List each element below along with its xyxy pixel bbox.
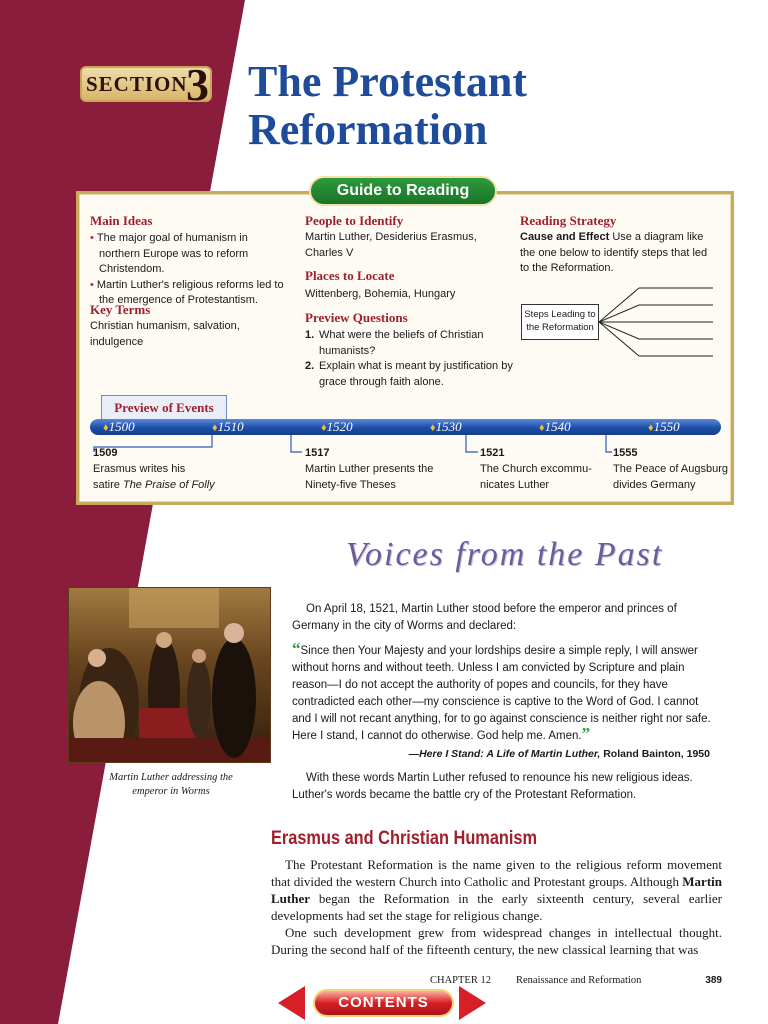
guide-to-reading-tab: Guide to Reading bbox=[309, 176, 497, 206]
main-idea-item: • The major goal of humanism in northern Europe was to reform Christendom. bbox=[90, 231, 286, 278]
next-page-arrow-icon[interactable] bbox=[459, 986, 486, 1020]
question-text: What were the beliefs of Christian humanists? bbox=[319, 329, 484, 357]
event-year-1555: 1555 bbox=[613, 447, 638, 459]
preview-questions-list bbox=[305, 328, 519, 390]
quote-attribution: —Here I Stand: A Life of Martin Luther, Roland Bainton, 1950 bbox=[408, 748, 710, 760]
event-year-1517: 1517 bbox=[305, 447, 330, 459]
voices-intro: On April 18, 1521, Martin Luther stood before the emperor and princes of Germany in the city of Worms and declared: bbox=[292, 603, 677, 632]
event-text-1555: The Peace of Augsburg divides Germany bbox=[613, 463, 728, 491]
event-text-1521: The Church excommu- nicates Luther bbox=[480, 463, 592, 491]
main-ideas-list bbox=[90, 231, 286, 309]
page-number: 389 bbox=[705, 975, 722, 986]
section-label: SECTION bbox=[86, 72, 188, 96]
body-paragraph-1: The Protestant Reformation is the name given to the religious reform movement that divided the western Church into Catholic and Protestant groups. Although Martin Luther began the Reformation in the early sixteenth century, several earlier developments had set the stage for religious change. bbox=[271, 857, 722, 923]
steps-diagram-lines bbox=[599, 284, 719, 360]
timeline-bar bbox=[90, 419, 721, 435]
preview-of-events-tab: Preview of Events bbox=[101, 395, 227, 421]
strategy-instructions: Use a diagram like the one below to identify steps that led to the Reformation. bbox=[520, 231, 708, 274]
people-text: Martin Luther, Desiderius Erasmus, Charles V bbox=[305, 231, 477, 259]
main-ideas-heading: Main Ideas bbox=[90, 213, 153, 228]
body-paragraph-2: One such development grew from widespread changes in intellectual thought. During the second half of the fifteenth century, the new classical learning that was bbox=[271, 925, 722, 957]
footer-chapter-title: Renaissance and Reformation bbox=[516, 975, 642, 986]
preview-question-item bbox=[305, 359, 519, 390]
page-title: The Protestant Reformation bbox=[248, 57, 528, 154]
main-idea-item: • Martin Luther's religious reforms led to the emergence of Protestantism. bbox=[90, 278, 286, 309]
timeline-year-1520: ♦1520 bbox=[321, 419, 353, 434]
event-text-1517: Martin Luther presents the Ninety-five Theses bbox=[305, 463, 434, 491]
previous-page-arrow-icon[interactable] bbox=[278, 986, 305, 1020]
reading-strategy-text bbox=[520, 230, 718, 277]
question-text: Explain what is meant by justification by grace through faith alone. bbox=[319, 360, 513, 388]
key-terms-heading: Key Terms bbox=[90, 302, 151, 317]
voices-outro: With these words Martin Luther refused to renounce his new religious ideas. Luther's words became the battle cry of the Protestant Reformation. bbox=[292, 772, 693, 801]
open-quote-icon: “ bbox=[292, 639, 301, 658]
timeline-year-1540: ♦1540 bbox=[539, 419, 571, 434]
luther-at-worms-painting bbox=[68, 587, 271, 763]
places-text: Wittenberg, Bohemia, Hungary bbox=[305, 288, 456, 300]
voices-from-the-past-title: Voices from the Past bbox=[346, 536, 664, 573]
question-number: 2. bbox=[305, 360, 315, 372]
timeline-year-1530: ♦1530 bbox=[430, 419, 462, 434]
people-heading: People to Identify bbox=[305, 213, 404, 228]
strategy-label: Cause and Effect bbox=[520, 231, 610, 243]
contents-button[interactable]: CONTENTS bbox=[313, 989, 454, 1017]
places-heading: Places to Locate bbox=[305, 268, 395, 283]
preview-question-item bbox=[305, 328, 519, 359]
close-quote-icon: ” bbox=[581, 724, 591, 743]
question-number: 1. bbox=[305, 329, 315, 341]
event-text-1509: Erasmus writes his satire The Praise of Folly bbox=[93, 463, 215, 491]
section-heading-erasmus: Erasmus and Christian Humanism bbox=[271, 828, 538, 849]
section-badge bbox=[80, 59, 220, 110]
reading-strategy-heading: Reading Strategy bbox=[520, 213, 617, 228]
section-number: 3 bbox=[186, 59, 209, 110]
timeline-year-1500: ♦1500 bbox=[103, 419, 135, 434]
steps-diagram-box: Steps Leading to the Reformation bbox=[521, 304, 599, 340]
preview-questions-heading: Preview Questions bbox=[305, 310, 408, 325]
event-year-1521: 1521 bbox=[480, 447, 505, 459]
footer-chapter: CHAPTER 12 bbox=[430, 975, 491, 986]
timeline-year-1510: ♦1510 bbox=[212, 419, 244, 434]
luther-quote: “Since then Your Majesty and your lordships desire a simple reply, I will answer without horns and without teeth. Unless I am convicted by Scripture and plain reason—I do not accept the authority of popes and councils, for they have contradicted each other—my conscience is captive to the Word of God. I cannot and I will not recant anything, for to go against conscience is neither right nor safe. Here I stand, I cannot do otherwise. God help me. Amen.” bbox=[292, 639, 711, 743]
key-terms-text: Christian humanism, salvation, indulgence bbox=[90, 320, 240, 348]
painting-caption: Martin Luther addressing the emperor in Worms bbox=[109, 772, 233, 797]
event-year-1509: 1509 bbox=[93, 447, 118, 459]
timeline-year-1550: ♦1550 bbox=[648, 419, 680, 434]
